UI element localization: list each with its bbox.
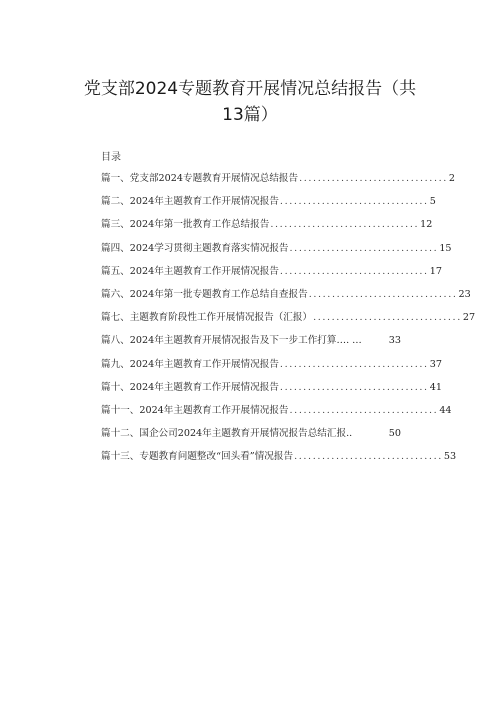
toc-entry-label: 篇六、2024年第一批专题教育工作总结自查报告: [101, 288, 308, 300]
toc-entry[interactable]: [101, 309, 476, 332]
toc-page-number: 12: [420, 219, 433, 231]
toc-entry[interactable]: [101, 170, 456, 193]
toc-entry[interactable]: [101, 263, 442, 286]
toc-page-number: 37: [429, 358, 442, 370]
toc-leader-dots: ................................: [294, 451, 443, 463]
toc-entry[interactable]: [101, 240, 452, 263]
toc-leader-dots: ................................: [279, 358, 429, 370]
toc-leader-dots: ................................: [270, 219, 420, 231]
toc-entry-label: 篇八、2024年主题教育开展情况报告及下一步工作打算…. …: [101, 335, 362, 347]
toc-page-number: 53: [443, 451, 457, 463]
toc-entry[interactable]: [101, 332, 401, 355]
document-title-line-1: 党支部2024专题教育开展情况总结报告（共: [83, 79, 417, 99]
toc-page-number: 23: [458, 288, 471, 300]
toc-leader-dots: ................................: [313, 312, 462, 324]
toc-entry-label: 篇一、党支部2024专题教育开展情况总结报告: [101, 173, 299, 184]
toc-page-number: 17: [429, 265, 442, 277]
table-of-contents: [101, 170, 476, 471]
toc-entry-label: 篇十一、2024年主题教育工作开展情况报告: [101, 404, 289, 416]
toc-leader-dots: ................................: [279, 381, 429, 393]
toc-entry[interactable]: [101, 425, 401, 448]
toc-entry[interactable]: [101, 356, 442, 379]
toc-entry[interactable]: [101, 448, 457, 471]
toc-entry-label: 篇四、2024学习贯彻主题教育落实情况报告: [101, 242, 289, 254]
toc-page-number: 15: [439, 242, 452, 254]
toc-page-number: 33: [388, 335, 401, 347]
toc-page-number: 5: [429, 196, 436, 208]
toc-entry[interactable]: [101, 193, 436, 216]
toc-entry-label: 篇九、2024年主题教育工作开展情况报告: [101, 358, 279, 370]
toc-entry-label: 篇七、主题教育阶段性工作开展情况报告（汇报）: [101, 312, 313, 324]
toc-leader-dots: ................................: [289, 404, 439, 416]
toc-page-number: 50: [388, 428, 401, 440]
toc-leader-dots: ................................: [289, 242, 439, 254]
document-title-line-2: 13篇）: [222, 105, 278, 125]
toc-entry-label: 篇三、2024年第一批教育工作总结报告: [101, 219, 270, 231]
toc-page-number: 41: [429, 381, 442, 393]
toc-heading: 目录: [101, 152, 121, 163]
toc-entry-label: 篇五、2024年主题教育工作开展情况报告: [101, 265, 279, 277]
toc-entry-label: 篇十三、专题教育问题整改“回头看”情况报告: [101, 451, 294, 463]
document-title: [60, 76, 440, 128]
toc-entry[interactable]: [101, 216, 433, 239]
toc-leader-dots: ................................: [308, 288, 458, 300]
toc-entry-label: 篇十、2024年主题教育工作开展情况报告: [101, 381, 279, 393]
toc-page-number: 2: [448, 173, 456, 184]
toc-leader-dots: ................................: [299, 173, 448, 184]
toc-leader-dots: ................................: [279, 196, 429, 208]
toc-entry-label: 篇十二、国企公司2024年主题教育开展情况报告总结汇报..: [101, 428, 353, 440]
toc-leader-dots: ................................: [279, 265, 429, 277]
toc-page-number: 44: [439, 404, 452, 416]
toc-entry[interactable]: [101, 379, 442, 402]
toc-entry[interactable]: [101, 402, 452, 425]
toc-page-number: 27: [462, 312, 476, 324]
toc-entry-label: 篇二、2024年主题教育工作开展情况报告: [101, 196, 279, 208]
toc-entry[interactable]: [101, 286, 471, 309]
